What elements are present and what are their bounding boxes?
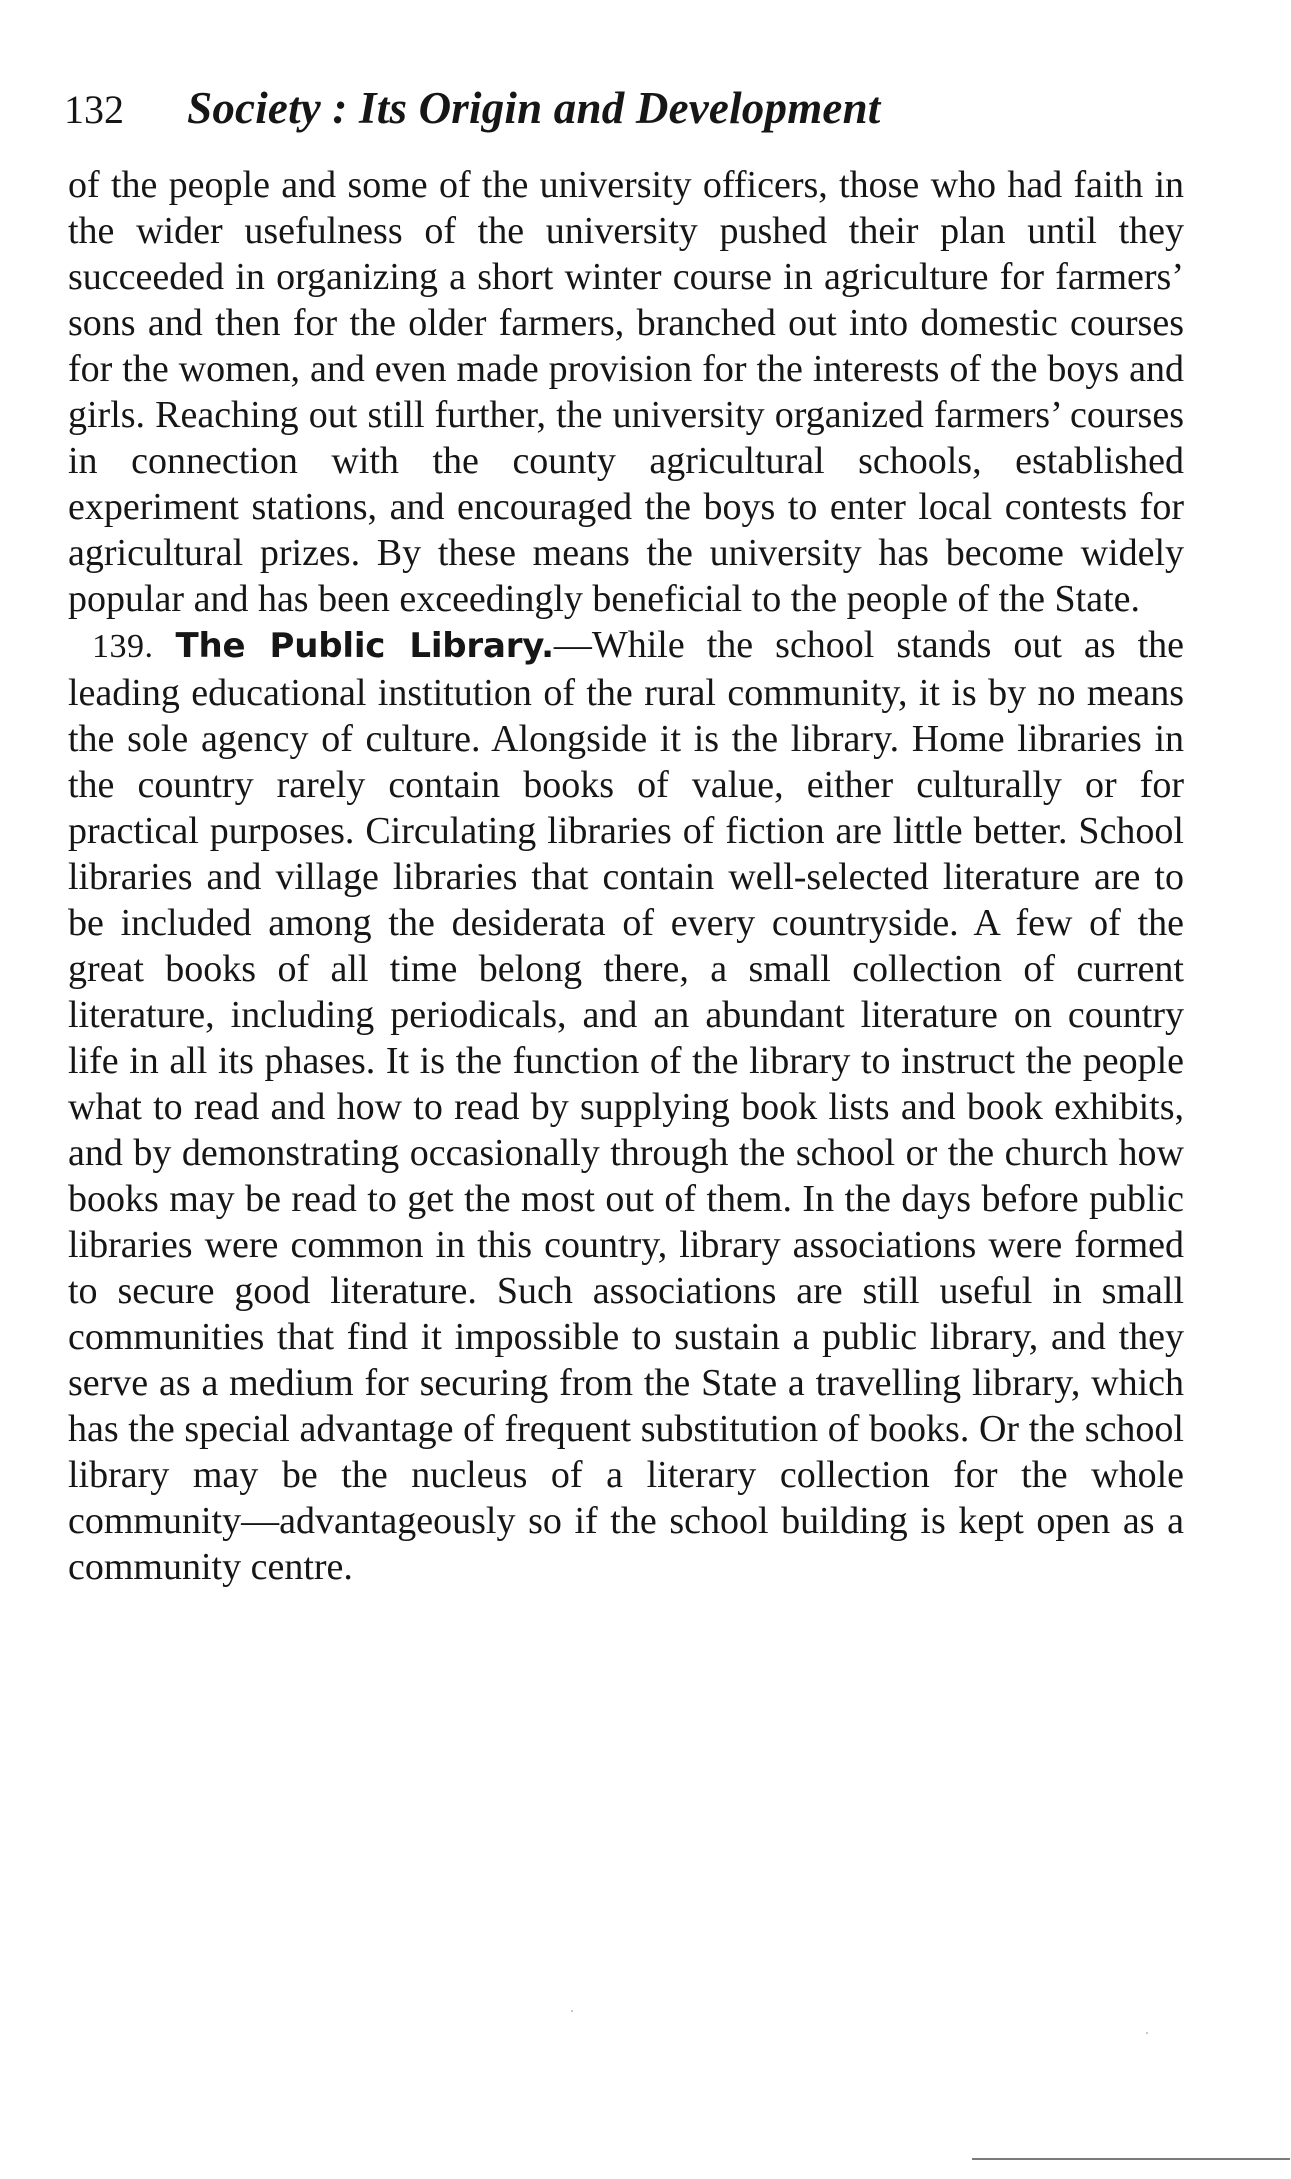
- paper-speck: [1146, 2032, 1148, 2034]
- bottom-edge-rule: [972, 2158, 1290, 2160]
- section-paragraph: [68, 622, 1184, 1590]
- section-number: 139.: [92, 628, 154, 665]
- page-number: 132: [64, 87, 124, 132]
- section-heading: The Public Library.: [175, 626, 554, 666]
- continued-paragraph: of the people and some of the university officers, those who had faith in the wider usefulness of the university pushed their plan until they succeeded in organizing a short winter course in agriculture for farmers’ sons and then for the older farmers, branched out into domestic courses for the women, and even made provision for the interests of the boys and girls. Reaching out still further, the university organized farmers’ courses in connection with the county agricultural schools, established experiment stations, and encouraged the boys to enter local contests for agricultural prizes. By these means the university has become widely popular and has been exceedingly beneficial to the people of the State.: [68, 164, 1184, 620]
- running-head: [64, 82, 1184, 134]
- section-text: —While the school stands out as the leading educational institution of the rural community, it is by no means the sole agency of culture. Alongside it is the library. Home libraries in the country rarely contain books of value, either culturally or for practical purposes. Circulating libraries of fiction are little better. School libraries and village libraries that contain well-selected literature are to be included among the desiderata of every countryside. A few of the great books of all time belong there, a small collection of current literature, including periodicals, and an abundant literature on country life in all its phases. It is the function of the library to instruct the people what to read and how to read by supplying book lists and book exhibits, and by demonstrating occasionally through the school or the church how books may be read to get the most out of them. In the days before public libraries were common in this country, library associations were formed to secure good literature. Such associations are still useful in small communities that find it impossible to sustain a public library, and they serve as a medium for securing from the State a travelling library, which has the special advantage of frequent substitution of books. Or the school library may be the nucleus of a literary collection for the whole community—advantageously so if the school building is kept open as a community centre.: [68, 624, 1185, 1588]
- paper-speck: [571, 2010, 573, 2012]
- body-text: [68, 162, 1184, 1590]
- running-title: Society : Its Origin and Development: [187, 83, 881, 133]
